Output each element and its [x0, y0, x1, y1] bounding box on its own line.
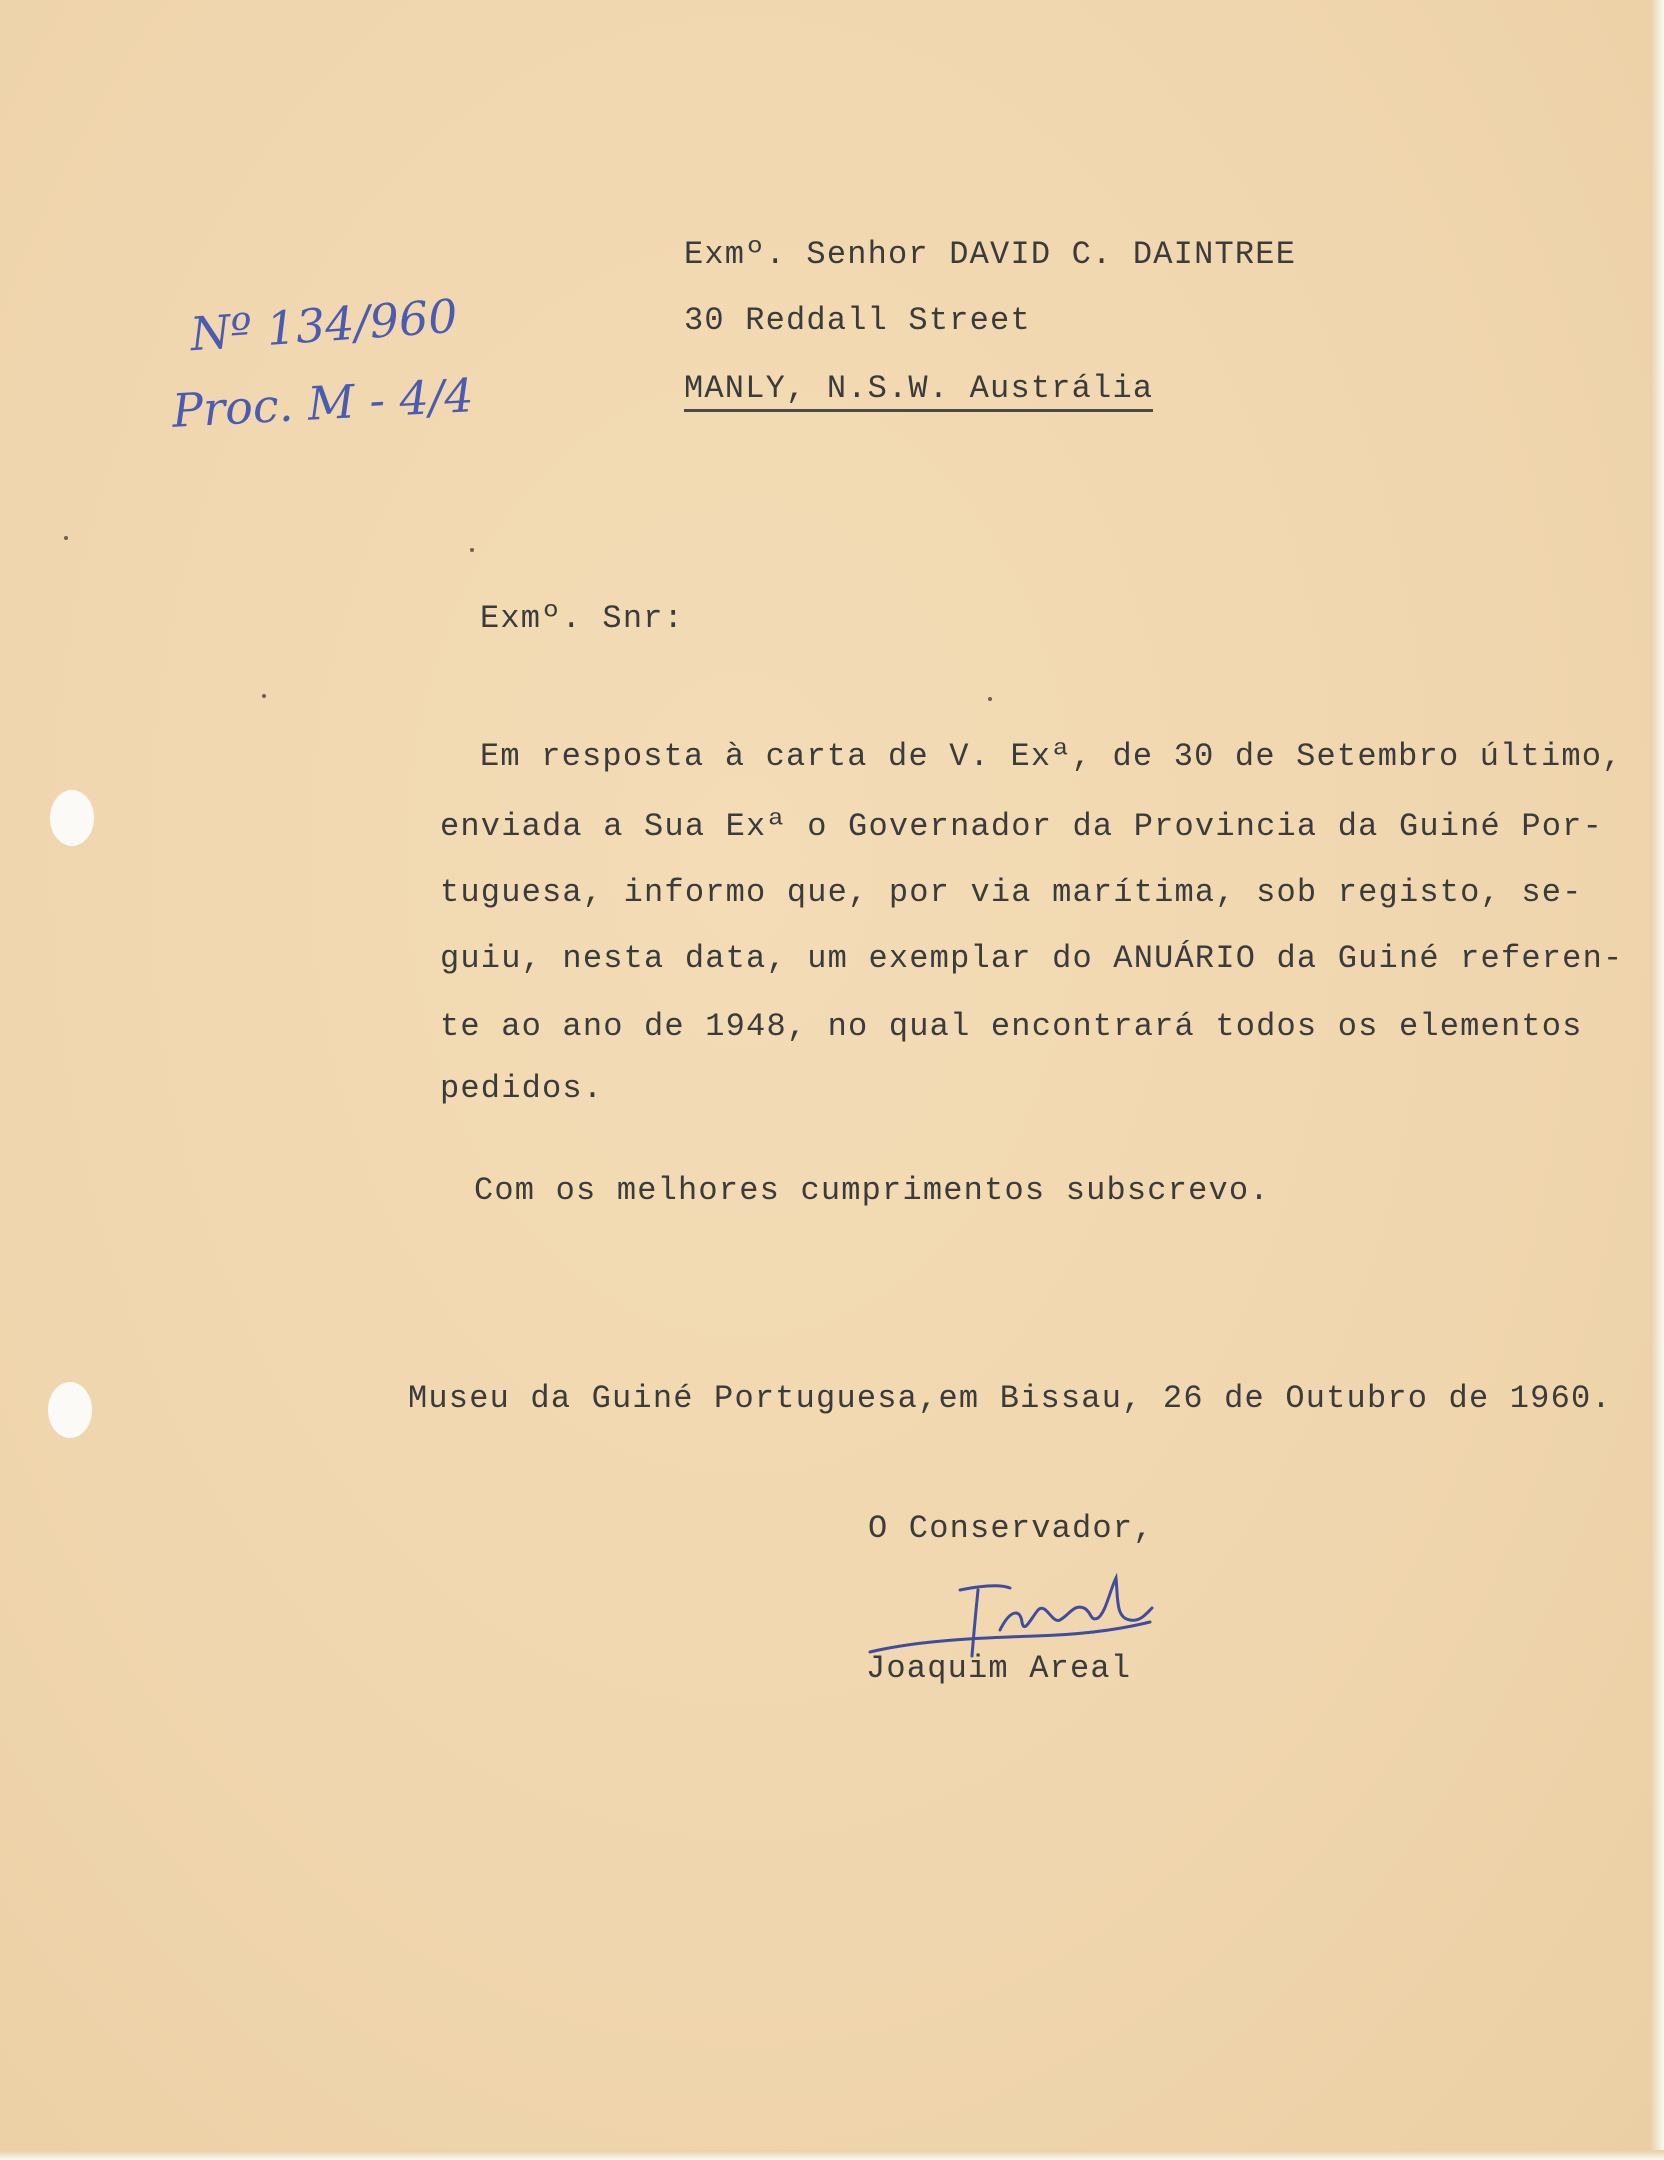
signatory-title: O Conservador,: [868, 1510, 1154, 1547]
punch-hole-lower: [48, 1382, 92, 1438]
signatory-name: Joaquim Areal: [866, 1650, 1132, 1687]
paper-speck: [988, 697, 992, 701]
paper-speck: [470, 548, 474, 552]
paper-speck: [64, 536, 68, 540]
recipient-street: 30 Reddall Street: [684, 302, 1031, 339]
paper-speck: [262, 694, 266, 698]
body-line: enviada a Sua Exª o Governador da Provincia da Guiné Por-: [440, 808, 1603, 845]
place-and-date: Museu da Guiné Portuguesa,em Bissau, 26 de Outubro de 1960.: [408, 1380, 1612, 1417]
body-line: tuguesa, informo que, por via marítima, sob registo, se-: [440, 874, 1583, 911]
paper-edge-right: [1650, 0, 1664, 2160]
closing-line: Com os melhores cumprimentos subscrevo.: [474, 1172, 1270, 1209]
recipient-city-country: MANLY, N.S.W. Austrália: [684, 370, 1153, 412]
punch-hole-upper: [50, 790, 94, 846]
body-line: Em resposta à carta de V. Exª, de 30 de Setembro último,: [480, 738, 1623, 775]
body-line: pedidos.: [440, 1070, 604, 1107]
handwritten-process-reference: Proc. M - 4/4: [170, 368, 475, 438]
handwritten-reference-number: Nº 134/960: [188, 288, 460, 362]
salutation: Exmº. Snr:: [480, 600, 685, 637]
body-line: te ao ano de 1948, no qual encontrará todos os elementos: [440, 1008, 1583, 1045]
paper-edge-bottom: [0, 2150, 1664, 2160]
body-line: guiu, nesta data, um exemplar do ANUÁRIO da Guiné referen-: [440, 940, 1624, 977]
recipient-name: Exmº. Senhor DAVID C. DAINTREE: [684, 236, 1297, 273]
